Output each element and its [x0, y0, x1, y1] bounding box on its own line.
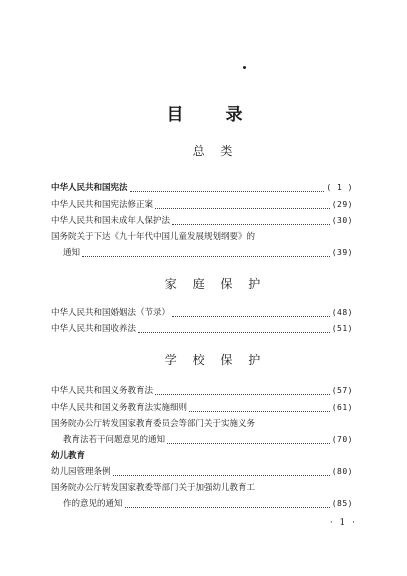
- toc-entry-compulsory-education-law[interactable]: [51, 383, 353, 399]
- toc-entry-kindergarten-rules[interactable]: [51, 464, 353, 480]
- dot-leader: [82, 256, 330, 257]
- entry-page: (29): [331, 200, 353, 209]
- section-heading-general: 总 类: [192, 144, 239, 158]
- entry-page: (51): [331, 324, 353, 333]
- dot-leader: [113, 475, 330, 476]
- entry-page: (85): [331, 499, 353, 508]
- dot-leader: [167, 443, 330, 444]
- entry-text: 中华人民共和国义务教育法实施细则: [51, 403, 188, 413]
- entry-page: (39): [331, 248, 353, 257]
- page-number: · 1 ·: [329, 518, 357, 528]
- toc-entry-minors-protection-law[interactable]: [51, 213, 353, 229]
- section-heading-school: 学 校 保 护: [164, 353, 267, 367]
- toc-entry-state-council-3-line1[interactable]: 国务院办公厅转发国家教委等部门关于加强幼儿教育工: [51, 483, 256, 493]
- toc-entry-constitution[interactable]: [51, 180, 353, 196]
- entry-text: 教育法若干问题意见的通知: [63, 435, 166, 445]
- toc-entry-adoption-law[interactable]: [51, 321, 353, 337]
- entry-text: 中华人民共和国义务教育法: [51, 386, 154, 396]
- toc-entry-state-council-1[interactable]: [63, 245, 353, 261]
- toc-entry-state-council-2[interactable]: [63, 432, 353, 448]
- section-heading-family: 家 庭 保 护: [164, 277, 267, 291]
- toc-entry-state-council-1-line1[interactable]: 国务院关于下达《九十年代中国儿童发展规划纲要》的: [51, 232, 256, 242]
- toc-entry-state-council-2-line1[interactable]: 国务院办公厅转发国家教育委员会等部门关于实施义务: [51, 419, 256, 429]
- entry-page: (61): [331, 403, 353, 412]
- entry-text: 作的意见的通知: [63, 499, 123, 509]
- dot-leader: [172, 316, 330, 317]
- entry-page: (70): [331, 435, 353, 444]
- entry-page: (80): [331, 467, 353, 476]
- entry-text: 中华人民共和国未成年人保护法: [51, 216, 171, 226]
- dot-leader: [155, 394, 330, 395]
- toc-title: 目 录: [166, 105, 261, 125]
- entry-text: 中华人民共和国收养法: [51, 324, 137, 334]
- entry-text: 中华人民共和国宪法修正案: [51, 200, 154, 210]
- subheading-preschool-education: 幼儿教育: [51, 451, 86, 461]
- dot-leader: [155, 208, 330, 209]
- dot-leader: [125, 507, 330, 508]
- toc-entry-constitution-amendment[interactable]: [51, 197, 353, 213]
- entry-page: ( 1 ): [326, 183, 353, 192]
- toc-entry-marriage-law[interactable]: [51, 305, 353, 321]
- dot-leader: [130, 191, 325, 192]
- entry-page: (48): [331, 308, 353, 317]
- entry-text: 通知: [63, 248, 81, 258]
- toc-entry-state-council-3[interactable]: [63, 496, 353, 512]
- entry-page: (30): [331, 216, 353, 225]
- entry-text: 中华人民共和国宪法: [51, 183, 128, 193]
- dot-leader: [189, 411, 330, 412]
- dot-leader: [138, 332, 330, 333]
- dot-leader: [172, 224, 330, 225]
- toc-entry-compulsory-education-rules[interactable]: [51, 400, 353, 416]
- entry-text: 中华人民共和国婚姻法（节录）: [51, 308, 171, 318]
- entry-text: 幼儿园管理条例: [51, 467, 111, 477]
- ink-dot: [243, 66, 246, 69]
- entry-page: (57): [331, 386, 353, 395]
